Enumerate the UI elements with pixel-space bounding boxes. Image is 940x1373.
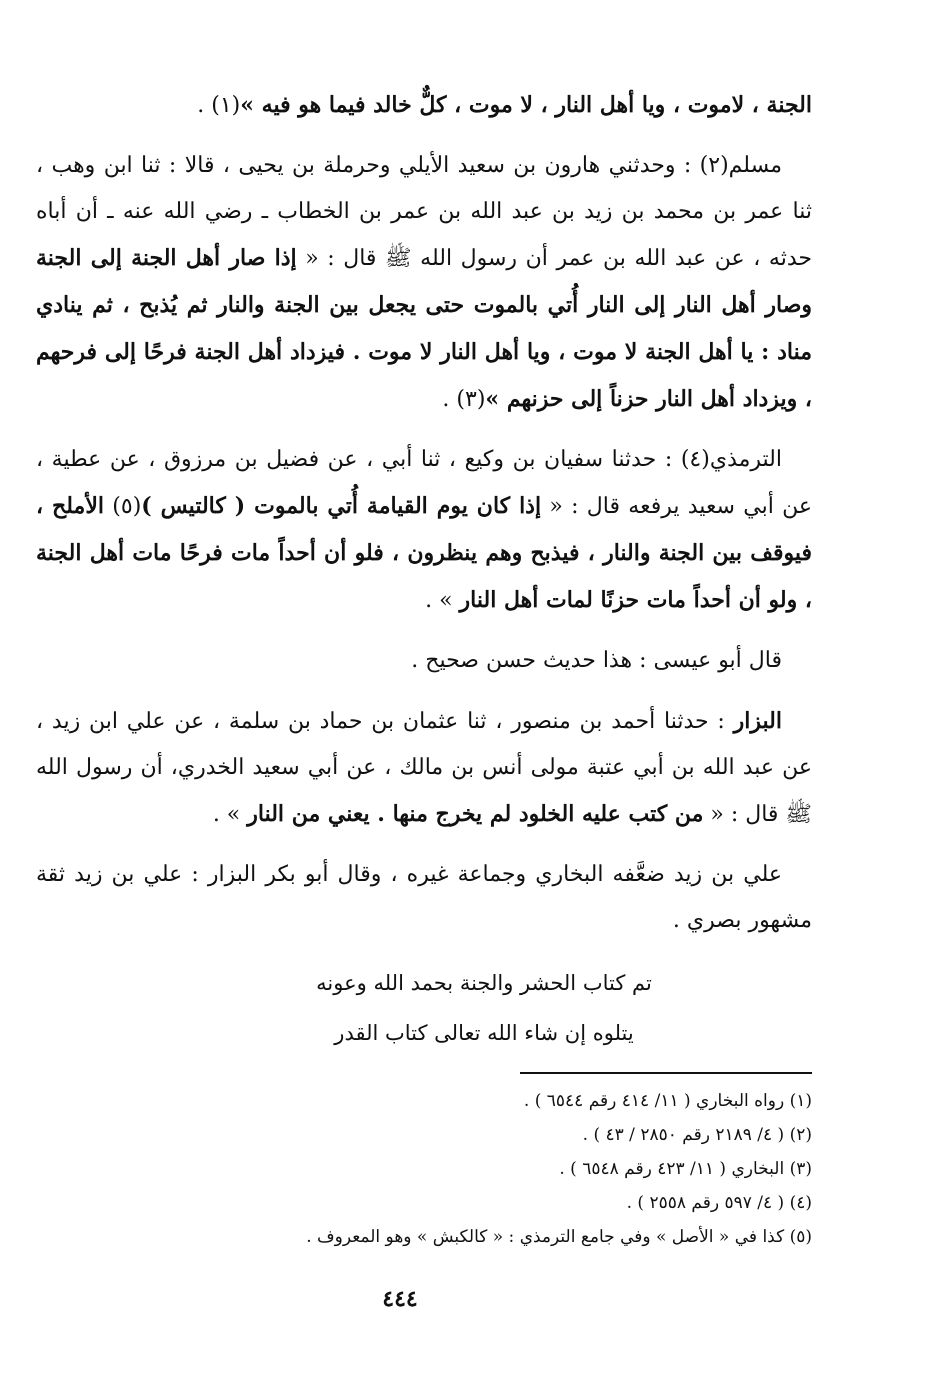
paragraph-segment: (١)	[211, 93, 241, 118]
paragraph-segment: : حدثنا سفيان بن وكيع ، ثنا أبي ، عن فضيل بن مرزوق ، عن عطية ، عن أبي سعيد يرفعه قال : «	[36, 447, 812, 519]
paragraph-segment: .	[197, 93, 212, 118]
footnote-4: (٤) ( ٤/ ٥٩٧ رقم ٢٥٥٨ ) .	[626, 1193, 812, 1213]
footnotes-list	[36, 1084, 812, 1254]
page-number: ٤٤٤	[382, 1286, 418, 1312]
paragraph-segment: الترمذي	[709, 447, 782, 472]
closing-block	[36, 958, 812, 1058]
closing-line-1: تم كتاب الحشر والجنة بحمد الله وعونه	[316, 971, 652, 995]
paragraph-segment: الأملح ، فيوقف بين الجنة والنار ، فيذبح وهم ينظرون ، فلو أن أحداً مات فرحًا مات أهل الجنة ، ولو أن أحداً مات حزنًا لمات أهل النار	[36, 493, 812, 613]
paragraph-segment: .	[442, 387, 457, 412]
body-text	[36, 82, 812, 944]
paragraph-segment: من كتب عليه الخلود لم يخرج منها . يعني من النار	[247, 801, 704, 827]
paragraph-segment: : حدثنا أحمد بن منصور ، ثنا عثمان بن حماد بن سلمة ، عن علي ابن زيد ، عن عبد الله بن أبي عتبة مولى أنس بن مالك ، عن أبي سعيد الخدري، أن رسول الله ﷺ قال : «	[36, 709, 812, 827]
paragraph-segment: (٢)	[699, 153, 729, 178]
paragraph-p1	[36, 82, 812, 129]
footnote-1: (١) رواه البخاري ( ١١/ ٤١٤ رقم ٦٥٤٤ ) .	[523, 1091, 812, 1111]
paragraph-segment: إذا صار أهل الجنة إلى الجنة وصار أهل النار إلى النار أُتي بالموت حتى يجعل بين الجنة والنار ثم يُذبح ، ثم ينادي مناد : يا أهل الجنة لا موت ، ويا أهل النار لا موت . فيزداد أهل الجنة فرحًا إلى فرحهم ، ويزداد أهل النار حزناً إلى حزنهم »	[36, 245, 812, 412]
paragraph-segment: » .	[425, 588, 460, 613]
paragraph-segment: الجنة ، لاموت ، ويا أهل النار ، لا موت ، كلٌّ خالد فيما هو فيه »	[240, 92, 812, 118]
closing-line-2: يتلوه إن شاء الله تعالى كتاب القدر	[334, 1021, 634, 1045]
paragraph-segment: علي بن زيد ضعَّفه البخاري وجماعة غيره ، وقال أبو بكر البزار : علي بن زيد ثقة مشهور بصري .	[36, 862, 812, 933]
footnote-5: (٥) كذا في « الأصل » وفي جامع الترمذي : « كالكبش » وهو المعروف .	[306, 1227, 812, 1247]
paragraph-segment: (٥)	[112, 494, 142, 519]
paragraph-p4	[36, 638, 812, 684]
paragraph-segment: » .	[212, 802, 248, 827]
paragraph-p6	[36, 852, 812, 944]
paragraph-segment: البزار	[733, 708, 782, 734]
paragraph-p2	[36, 143, 812, 423]
paragraph-segment: (٤)	[680, 447, 710, 472]
paragraph-segment: مسلم	[728, 153, 782, 178]
footnote-2: (٢) ( ٤/ ٢١٨٩ رقم ٢٨٥٠ / ٤٣ ) .	[582, 1125, 812, 1145]
paragraph-segment: إذا كان يوم القيامة أُتي بالموت ( كالتيس )	[141, 493, 542, 519]
paragraph-segment: : وحدثني هارون بن سعيد الأيلي وحرملة بن يحيى ، قالا : ثنا ابن وهب ، ثنا عمر بن محمد بن زيد بن عبد الله بن عمر بن الخطاب ـ رضي الله عنه ـ أن أباه حدثه ، عن عبد الله بن عمر أن رسول الله ﷺ قال : «	[36, 153, 812, 271]
paragraph-segment: قال أبو عيسى : هذا حديث حسن صحيح .	[411, 648, 782, 673]
paragraph-segment: (٣)	[456, 387, 486, 412]
paragraph-p3	[36, 437, 812, 624]
paragraph-p5	[36, 698, 812, 838]
footnote-3: (٣) البخاري ( ١١/ ٤٢٣ رقم ٦٥٤٨ ) .	[559, 1159, 812, 1179]
footnote-divider	[520, 1072, 812, 1074]
